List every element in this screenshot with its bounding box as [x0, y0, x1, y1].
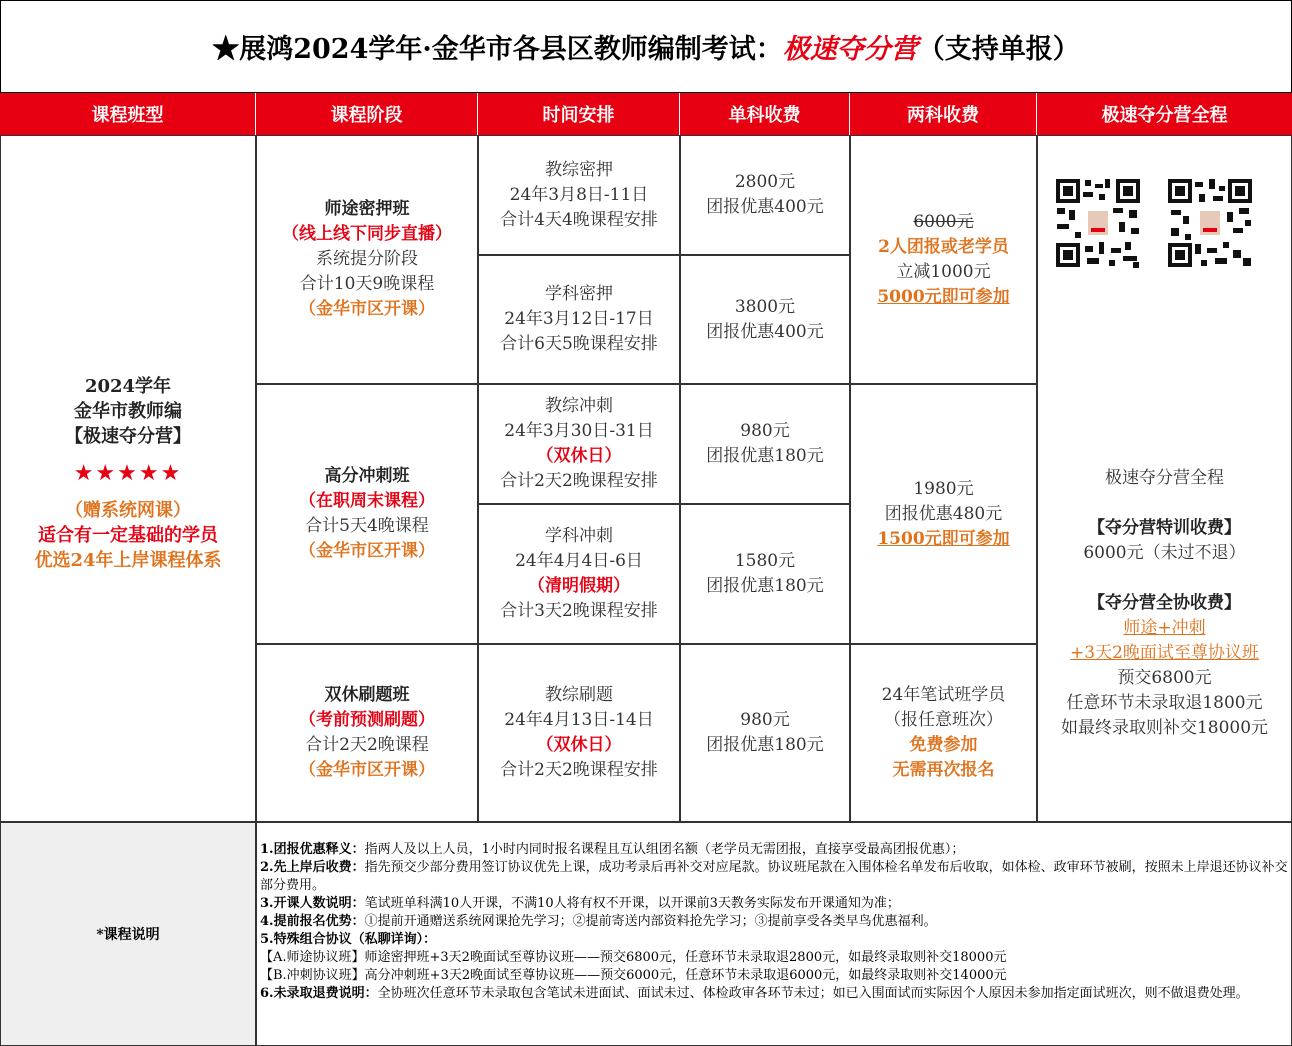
- schedule-total: 合计4天4晚课程安排: [500, 209, 658, 230]
- double-fee-eligible: 24年笔试班学员: [881, 685, 1006, 705]
- stage-cell-2: [256, 384, 478, 644]
- schedule-cell-5: [478, 644, 680, 822]
- schedule-extra: （双休日）: [536, 446, 622, 466]
- schedule-date: 24年3月30日-31日: [504, 421, 654, 441]
- schedule-cell-3: [478, 384, 680, 504]
- rating-stars: ★★★★★: [73, 461, 183, 486]
- schedule-cell-1: [478, 135, 680, 255]
- schedule-total: 合计6天5晚课程安排: [500, 334, 658, 354]
- note-line: 2.先上岸后收费：指先预交少部分费用签订协议优先上课，成功考录后再补交对应尾款。协议班尾款在入围体检名单发布后收取，如体检、政审环节被刷，按照未上岸退还协议补交部分费用。: [260, 860, 1288, 893]
- full-protocol-label: 【夺分营全协收费】: [1088, 592, 1241, 613]
- stage-tag: （线上线下同步直播）: [282, 224, 452, 244]
- note-line: 【B.冲刺协议班】高分冲刺班+3天2晚面试至尊协议班——预交6000元，任意环节未录取退6000元，如最终录取则补交14000元: [260, 968, 1007, 983]
- full-program-cell: [1037, 135, 1292, 822]
- protocol-refund: 任意环节未录取退1800元: [1066, 692, 1263, 713]
- protocol-link-1[interactable]: 师途+冲刺: [1123, 617, 1206, 638]
- single-fee-price: 1580元: [734, 551, 796, 571]
- title-suffix: （支持单报）: [917, 34, 1080, 65]
- single-fee-cell-1: [680, 135, 850, 255]
- double-fee-price: 1980元: [913, 478, 974, 499]
- course-type-audience: 适合有一定基础的学员: [38, 525, 218, 546]
- single-fee-cell-4: [680, 504, 850, 644]
- single-fee-discount: 团报优惠180元: [706, 735, 824, 755]
- schedule-name: 教综冲刺: [545, 396, 613, 416]
- single-fee-price: 2800元: [734, 172, 796, 192]
- schedule-name: 学科冲刺: [545, 526, 613, 546]
- title-prefix: ★展鸿2024学年·金华市各县区教师编制考试：: [212, 34, 783, 65]
- single-fee-price: 3800元: [734, 296, 796, 317]
- header-stage: 课程阶段: [256, 93, 478, 135]
- note-line: 【A.师途协议班】师途密押班+3天2晚面试至尊协议班——预交6800元，任意环节未录取退2800元，如最终录取则补交18000元: [260, 950, 1007, 965]
- stage-total: 合计5天4晚课程: [305, 516, 429, 536]
- qr-code-2-icon[interactable]: [1165, 176, 1255, 274]
- double-fee-original: 6000元: [913, 211, 974, 232]
- double-fee-discount: 团报优惠480元: [884, 503, 1003, 524]
- stage-desc: 系统提分阶段: [316, 249, 418, 269]
- stage-location: （金华市区开课）: [299, 760, 435, 780]
- schedule-extra: （清明假期）: [528, 576, 630, 596]
- schedule-total: 合计2天2晚课程安排: [500, 471, 658, 491]
- full-program-details: [1038, 385, 1291, 821]
- stage-total: 合计10天9晚课程: [299, 274, 435, 294]
- schedule-date: 24年3月8日-11日: [509, 184, 649, 205]
- schedule-date: 24年4月13日-14日: [504, 710, 654, 730]
- schedule-date: 24年3月12日-17日: [504, 309, 654, 329]
- schedule-total: 合计2天2晚课程安排: [500, 760, 658, 780]
- stage-cell-3: [256, 644, 478, 822]
- stage-location: （金华市区开课）: [299, 299, 435, 319]
- schedule-extra: （双休日）: [536, 735, 622, 755]
- protocol-topup: 如最终录取则补交18000元: [1060, 717, 1269, 738]
- single-fee-price: 980元: [740, 421, 790, 441]
- stage-name: 高分冲刺班: [324, 466, 410, 486]
- single-fee-cell-3: [680, 384, 850, 504]
- course-type-system: 优选24年上岸课程体系: [34, 550, 222, 571]
- stage-name: 双休刷题班: [324, 685, 410, 705]
- single-fee-cell-2: [680, 255, 850, 384]
- note-line: 4.提前报名优势：①提前开通赠送系统网课抢先学习；②提前寄送内部资料抢先学习；③提前享受各类早鸟优惠福利。: [260, 914, 937, 929]
- single-fee-price: 980元: [740, 710, 790, 730]
- single-fee-discount: 团报优惠180元: [706, 576, 824, 596]
- note-line: 3.开课人数说明：笔试班单科满10人开课，不满10人将有权不开课，以开课前3天教务实际发布开课通知为准；: [260, 896, 900, 911]
- single-fee-discount: 团报优惠180元: [706, 446, 824, 466]
- course-type-label: 【极速夺分营】: [65, 426, 191, 447]
- single-fee-discount: 团报优惠400元: [706, 321, 824, 342]
- protocol-prepay: 预交6800元: [1117, 667, 1212, 688]
- double-fee-free: 免费参加: [909, 735, 978, 755]
- header-course-type: 课程班型: [0, 93, 256, 135]
- page-title: [0, 0, 1292, 93]
- stage-tag: （考前预测刷题）: [299, 710, 435, 730]
- special-training-label: 【夺分营特训收费】: [1088, 517, 1241, 538]
- course-type-year: 2024学年: [84, 376, 172, 397]
- schedule-name: 教综密押: [545, 159, 613, 180]
- header-single-fee: 单科收费: [680, 93, 850, 135]
- stage-total: 合计2天2晚课程: [305, 735, 429, 755]
- single-fee-cell-5: [680, 644, 850, 822]
- double-fee-promo: 2人团报或老学员: [878, 236, 1009, 257]
- schedule-name: 学科密押: [545, 284, 613, 304]
- single-fee-discount: 团报优惠400元: [706, 197, 824, 217]
- header-schedule: 时间安排: [478, 93, 680, 135]
- course-type-name: 金华市教师编: [74, 401, 182, 422]
- notes-content: [256, 822, 1292, 1046]
- stage-tag: （在职周末课程）: [299, 491, 435, 511]
- header-full-program: 极速夺分营全程: [1037, 93, 1292, 135]
- double-fee-reduce: 立减1000元: [896, 261, 991, 282]
- header-double-fee: 两科收费: [850, 93, 1037, 135]
- stage-cell-1: [256, 135, 478, 384]
- double-fee-cell-1: [850, 135, 1037, 384]
- course-type-cell: [0, 135, 256, 822]
- stage-name: 师途密押班: [324, 199, 410, 219]
- double-fee-any-class: （报任意班次）: [884, 710, 1003, 730]
- qr-code-1-icon[interactable]: [1053, 176, 1143, 274]
- notes-label: *课程说明: [0, 822, 256, 1046]
- note-line: 5.特殊组合协议（私聊详询）：: [260, 932, 437, 947]
- stage-location: （金华市区开课）: [299, 541, 435, 561]
- protocol-link-2[interactable]: +3天2晚面试至尊协议班: [1070, 642, 1259, 663]
- double-fee-cell-3: [850, 644, 1037, 822]
- course-type-gift: （赠系统网课）: [65, 500, 191, 521]
- schedule-cell-4: [478, 504, 680, 644]
- note-line: 1.团报优惠释义：指两人及以上人员，1小时内同时报名课程且互认组团名额（老学员无需团报，直接享受最高团报优惠）；: [260, 842, 965, 857]
- schedule-cell-2: [478, 255, 680, 384]
- schedule-name: 教综刷题: [545, 685, 613, 705]
- double-fee-final: 5000元即可参加: [877, 286, 1010, 307]
- title-accent: 极速夺分营: [782, 34, 918, 65]
- special-training-value: 6000元（未过不退）: [1083, 542, 1246, 563]
- double-fee-final: 1500元即可参加: [877, 528, 1010, 549]
- double-fee-no-repeat: 无需再次报名: [892, 760, 995, 780]
- schedule-date: 24年4月4日-6日: [515, 551, 643, 571]
- note-line: 6.未录取退费说明：全协班次任意环节未录取包含笔试未进面试、面试未过、体检政审各环节未过；如已入围面试而实际因个人原因未参加指定面试班次，则不做退费处理。: [260, 986, 1249, 1001]
- schedule-total: 合计3天2晚课程安排: [500, 601, 658, 621]
- double-fee-cell-2: [850, 384, 1037, 644]
- full-program-title: 极速夺分营全程: [1105, 467, 1224, 488]
